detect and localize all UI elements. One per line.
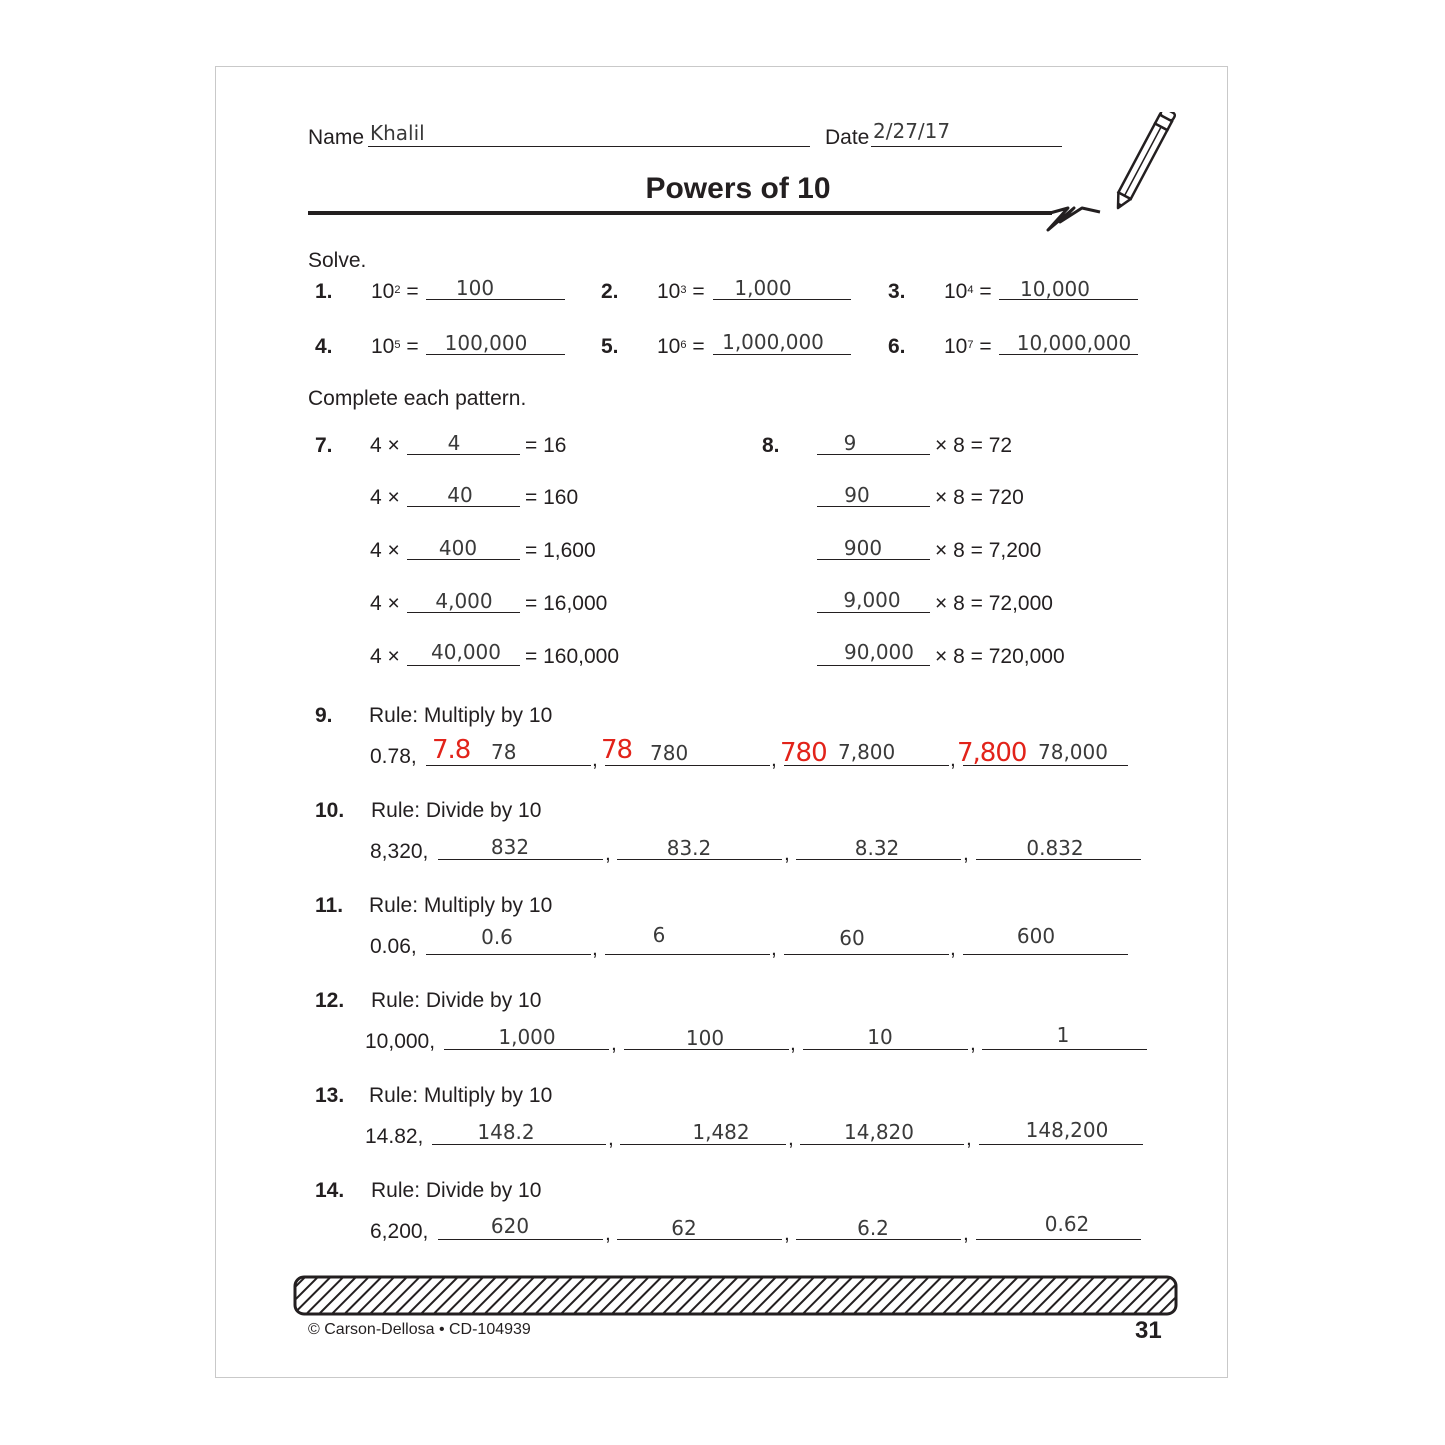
pattern-prefix: 4 × [370, 645, 400, 668]
answer-line [426, 299, 565, 300]
separator: , [771, 748, 777, 771]
separator: , [950, 748, 956, 771]
copyright-text: © Carson-Dellosa • CD-104939 [308, 1321, 531, 1338]
answer-value: 1 [1056, 1023, 1070, 1047]
rule-text: Rule: Divide by 10 [371, 799, 542, 822]
answer-line [803, 1049, 968, 1050]
answer-line [617, 1239, 782, 1240]
sequence-start: 14.82, [365, 1125, 424, 1148]
answer-line [432, 1144, 606, 1145]
pattern-suffix: = 16 [525, 434, 567, 457]
separator: , [963, 1222, 969, 1245]
power-expression: $10^5$ = [371, 335, 419, 358]
pattern-suffix: × 8 = 720,000 [935, 645, 1065, 668]
separator: , [784, 1222, 790, 1245]
answer-value: 90 [844, 483, 870, 507]
answer-value: 60 [839, 926, 865, 950]
sequence-start: 0.06, [370, 935, 417, 958]
answer-line [784, 954, 949, 955]
power-expression: $10^6$ = [657, 335, 705, 358]
answer-value: 900 [843, 536, 883, 560]
problem-number: 10. [315, 799, 345, 822]
rule-text: Rule: Divide by 10 [371, 1179, 542, 1202]
solve-instruction: Solve. [308, 249, 367, 272]
problem-number: 5. [601, 335, 619, 358]
separator: , [966, 1127, 972, 1150]
answer-value: 1,000,000 [722, 330, 824, 354]
answer-line [620, 1144, 786, 1145]
answer-value: 10,000,000 [1016, 331, 1132, 355]
answer-line [407, 454, 520, 455]
answer-value: 7,800 [838, 740, 896, 764]
separator: , [592, 937, 598, 960]
problem-number: 7. [315, 434, 333, 457]
answer-value: 4 [447, 431, 461, 455]
answer-line [605, 954, 770, 955]
answer-value: 62 [671, 1216, 697, 1240]
pattern-suffix: × 8 = 720 [935, 486, 1024, 509]
date-value: 2/27/17 [873, 119, 951, 143]
separator: , [784, 842, 790, 865]
problem-number: 2. [601, 280, 619, 303]
power-expression: $10^3$ = [657, 280, 705, 303]
answer-value: 0.832 [1026, 836, 1084, 860]
rule-text: Rule: Multiply by 10 [369, 1084, 553, 1107]
answer-value: 4,000 [435, 589, 493, 613]
pattern-suffix: × 8 = 72,000 [935, 592, 1053, 615]
answer-line [438, 859, 603, 860]
answer-value: 14,820 [844, 1120, 914, 1144]
problem-number: 8. [762, 434, 780, 457]
pattern-prefix: 4 × [370, 434, 400, 457]
answer-value: 10 [867, 1025, 893, 1049]
answer-value: 148.2 [477, 1120, 535, 1144]
rule-text: Rule: Multiply by 10 [369, 704, 553, 727]
answer-value: 0.6 [481, 925, 513, 949]
page-title: Powers of 10 [645, 172, 831, 205]
hatched-footer-bar [293, 1275, 1178, 1317]
sequence-start: 10,000, [365, 1030, 436, 1053]
answer-line [444, 1049, 609, 1050]
sequence-start: 6,200, [370, 1220, 429, 1243]
problem-number: 13. [315, 1084, 345, 1107]
pattern-prefix: 4 × [370, 592, 400, 615]
pattern-prefix: 4 × [370, 486, 400, 509]
date-label: Date [825, 126, 870, 149]
problem-number: 14. [315, 1179, 345, 1202]
answer-line [426, 765, 591, 766]
answer-value: 100 [685, 1026, 725, 1050]
power-expression: $10^7$ = [944, 335, 992, 358]
answer-line [426, 954, 591, 955]
correction-value: 780 [780, 738, 827, 768]
separator: , [611, 1032, 617, 1055]
separator: , [592, 748, 598, 771]
power-expression: $10^4$ = [944, 280, 992, 303]
answer-line [976, 1239, 1141, 1240]
pattern-suffix: = 16,000 [525, 592, 608, 615]
answer-value: 90,000 [844, 640, 914, 664]
separator: , [605, 1222, 611, 1245]
answer-value: 100,000 [444, 331, 528, 355]
answer-value: 148,200 [1025, 1118, 1109, 1142]
answer-line [438, 1239, 603, 1240]
problem-number: 4. [315, 335, 333, 358]
answer-line [605, 765, 770, 766]
pattern-suffix: = 1,600 [525, 539, 596, 562]
separator: , [963, 842, 969, 865]
answer-value: 1,482 [692, 1120, 750, 1144]
pattern-suffix: = 160 [525, 486, 579, 509]
answer-value: 1,000 [498, 1025, 556, 1049]
answer-line [817, 506, 930, 507]
answer-value: 600 [1016, 924, 1056, 948]
problem-number: 3. [888, 280, 906, 303]
sequence-start: 8,320, [370, 840, 429, 863]
answer-line [817, 454, 930, 455]
problem-number: 9. [315, 704, 333, 727]
answer-line [800, 1144, 964, 1145]
pattern-suffix: = 160,000 [525, 645, 620, 668]
worksheet-page [215, 66, 1228, 1378]
answer-value: 9,000 [843, 588, 901, 612]
separator: , [608, 1127, 614, 1150]
name-value: Khalil [370, 121, 425, 145]
separator: , [788, 1127, 794, 1150]
answer-value: 40 [447, 483, 473, 507]
answer-value: 10,000 [1020, 277, 1090, 301]
answer-line [963, 954, 1128, 955]
separator: , [771, 937, 777, 960]
pencil-icon [300, 112, 1180, 237]
separator: , [970, 1032, 976, 1055]
answer-value: 40,000 [431, 640, 501, 664]
pattern-suffix: × 8 = 7,200 [935, 539, 1042, 562]
pattern-instruction: Complete each pattern. [308, 387, 527, 410]
answer-line [817, 612, 930, 613]
rule-text: Rule: Divide by 10 [371, 989, 542, 1012]
answer-value: 78 [491, 740, 517, 764]
answer-line [982, 1049, 1147, 1050]
power-expression: $10^2$ = [371, 280, 419, 303]
answer-value: 9 [843, 431, 857, 455]
pattern-prefix: 4 × [370, 539, 400, 562]
answer-value: 620 [490, 1214, 530, 1238]
answer-line [713, 354, 851, 355]
answer-value: 400 [438, 536, 478, 560]
problem-number: 6. [888, 335, 906, 358]
answer-line [979, 1144, 1143, 1145]
answer-value: 780 [650, 741, 689, 765]
correction-value: 7.8 [432, 735, 471, 765]
rule-text: Rule: Multiply by 10 [369, 894, 553, 917]
correction-value: 7,800 [957, 738, 1027, 768]
answer-value: 78,000 [1038, 740, 1108, 764]
separator: , [950, 937, 956, 960]
answer-line [407, 665, 520, 666]
correction-value: 78 [601, 735, 633, 765]
answer-value: 6 [652, 923, 666, 947]
answer-value: 0.62 [1044, 1212, 1090, 1236]
answer-line [817, 665, 930, 666]
separator: , [605, 842, 611, 865]
page-number: 31 [1135, 1317, 1162, 1344]
sequence-start: 0.78, [370, 745, 417, 768]
answer-value: 100 [455, 276, 495, 300]
answer-value: 1,000 [734, 276, 792, 300]
problem-number: 12. [315, 989, 345, 1012]
separator: , [790, 1032, 796, 1055]
answer-value: 83.2 [666, 836, 712, 860]
answer-value: 6.2 [857, 1216, 889, 1240]
problem-number: 1. [315, 280, 333, 303]
answer-value: 832 [490, 835, 530, 859]
problem-number: 11. [315, 894, 344, 917]
name-label: Name [308, 126, 365, 149]
answer-value: 8.32 [854, 836, 900, 860]
pattern-suffix: × 8 = 72 [935, 434, 1013, 457]
